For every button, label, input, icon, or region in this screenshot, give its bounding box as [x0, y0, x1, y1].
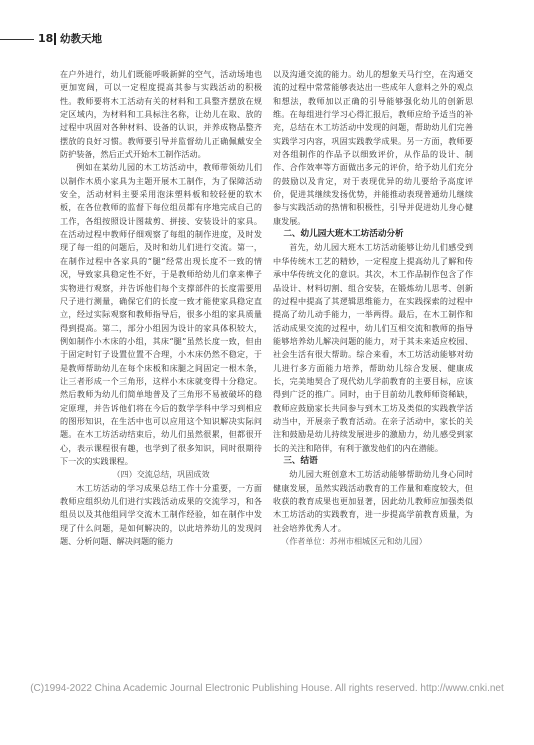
paragraph: 例如在某幼儿园的木工坊活动中，教师带领幼儿们以制作木质小家具为主题开展木工制作，为了保障活动安全，活动材料主要采用泡沫塑料板和较轻便的软木板，在各位教师的监督下每位组员都有序地完成自己的工作，各组按照设计图裁剪、拼接、安装设计的家具。在活动过程中教师仔细观察了每组的制作进度，及时发现了每一组的问题后，及时和幼儿们进行交流。第一，在制作过程中各家具的“腿”经常出现长度不一致的情况，导致家具稳定性不好，于是教师给幼儿们拿来榫子实物进行观察，并告诉他们每个支撑部件的长度需要用尺子进行测量，确保它们的长度一致才能使家具稳定直立，经过实际观察和教师指导后，很多小组的家具质量得到提高。第二，部分小组因为设计的家具体积较大，例如制作小木床的小组，其床“腿”虽然长度一致，但由于固定时钉子设置位置不合理，小木床仍然不稳定，于是教师帮助幼儿在每个床板和床腿之间固定一根木条，让三者形成一个三角形，这样小木床就变得十分稳定。然后教师为幼儿们简单地普及了三角形不易被破坏的稳定原理，并告诉他们将在今后的数学学科中学习到相应的图形知识，在生活中也可以应用这个知识解决实际问题。在木工坊活动结束后，幼儿们虽然很累，但都很开心，表示课程很有趣，也学到了很多知识，同时很期待下一次的实践课程。 — [60, 162, 262, 466]
left-column — [60, 68, 262, 548]
paragraph: 幼儿园大班创意木工坊活动能够帮助幼儿身心同时健康发展，虽然实践活动教育的工作量和难度较大，但收获的教育成果也更加显著，因此幼儿教师应加强类似木工坊活动的实践教育，进一步提高学前教育质量，为社会培养优秀人才。 — [273, 469, 473, 533]
author-affiliation: （作者单位：苏州市相城区元和幼儿园） — [281, 536, 427, 547]
paragraph: 以及沟通交流的能力。幼儿的想象天马行空，在沟通交流的过程中常常能够表达出一些成年人意料之外的观点和想法，教师加以正确的引导能够强化幼儿的创新思维。在每组进行学习心得汇报后，教师应给予适当的补充，总结在木工坊活动中发现的问题，帮助幼儿们完善实践学习内容，巩固实践教学成果。另一方面，教师要对各组制作的作品予以细致评价，从作品的设计、制作、合作效率等方面做出多元的评价，给予幼儿们充分的鼓励以及肯定，对于表现优异的幼儿要给予高度评价，促进其继续发扬优势，并能推动表现普通幼儿继续参与实践活动的热情和积极性，引导并促进幼儿身心健康发展。 — [273, 69, 473, 226]
paragraph: 首先，幼儿园大班木工坊活动能够让幼儿们感受到中华传统木工艺的精妙，一定程度上提高幼儿了解和传承中华传统文化的意识。其次，木工作品制作包含了作品设计、材料切割、组合安装，在锻炼幼儿思考、创新的过程中提高了其逻辑思维能力，在实践探索的过程中提高了幼儿动手能力，一举两得。最后，在木工制作和活动成果交流的过程中，幼儿们互相交流和教师的指导能够培养幼儿解决问题的能力，对于其未来适应校园、社会生活有很大帮助。综合来看，木工坊活动能够对幼儿进行多方面能力培养，帮助幼儿综合发展、健康成长，完美地契合了现代幼儿学前教育的主要目标，应该得到广泛的推广。同时，由于目前幼儿教师师资稀缺，教师应鼓励家长共同参与到木工坊及类似的实践教学活动当中，开展亲子教育活动。在亲子活动中，家长的关注和鼓励是幼儿持续发展进步的激励力，幼儿感受到家长的关注和陪伴，有利于激发他们的内在潜能。 — [273, 242, 473, 453]
paragraph: 木工坊活动的学习成果总结工作十分重要，一方面教师应组织幼儿们进行实践活动成果的交流学习，和各组员以及其他组同学交流木工制作经验，如在制作中发现了什么问题，是如何解决的，以此培养幼儿的发现问题、分析问题、解决问题的能力 — [60, 482, 262, 547]
page-number: 18 — [38, 32, 54, 45]
right-column — [273, 68, 473, 548]
section-name: 幼教天地 — [60, 33, 102, 45]
paragraph: 在户外进行，幼儿们既能呼吸新鲜的空气，活动场地也更加宽阔，可以一定程度提高其参与实践活动的积极性。教师要将木工活动有关的材料和工具整齐摆放在规定区域内，为材料和工具标注名称，让幼儿在取、放的过程中巩固对各种材料、设备的认识，并养成物品整齐摆放的良好习惯。教师要引导并监督幼儿正确佩戴安全防护装备，然后正式开始木工制作活动。 — [60, 69, 262, 160]
header-separator — [54, 33, 56, 45]
header-rule — [0, 39, 34, 40]
subsection-heading: （四）交流总结，巩固成效 — [112, 469, 210, 480]
section-heading: 三、结语 — [283, 455, 318, 466]
page-header — [0, 0, 534, 60]
copyright-footer: (C)1994-2022 China Academic Journal Electronic Publishing House. All rights reserved. http://www.cnki.net — [30, 683, 504, 694]
section-heading: 二、幼儿园大班木工坊活动分析 — [283, 229, 404, 240]
